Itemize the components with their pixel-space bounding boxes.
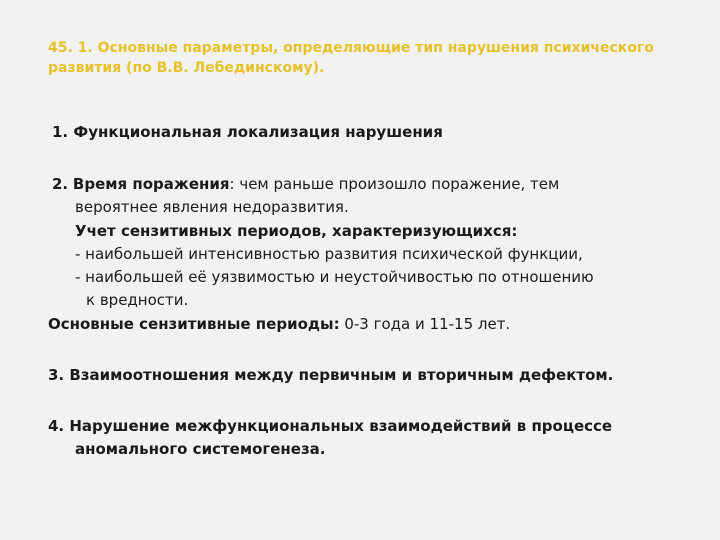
- item-2-bullet-2-line-1: - наибольшей её уязвимостью и неустойчивостью по отношению: [75, 268, 594, 286]
- title-line-1: 45. 1. Основные параметры, определяющие тип нарушения психического: [48, 40, 654, 56]
- slide-title: [48, 38, 658, 78]
- item-1-text: Функциональная локализация нарушения: [73, 123, 443, 141]
- item-2-label: Время поражения: [72, 175, 230, 193]
- item-4-line-2: аномального системогенеза.: [75, 440, 326, 458]
- title-line-2: развития (по В.В. Лебединскому).: [48, 60, 325, 76]
- item-2-text-1: : чем раньше произошло поражение, тем: [229, 175, 560, 193]
- sensitive-periods-label: Основные сензитивные периоды:: [48, 315, 340, 333]
- item-3: 3. Взаимоотношения между первичным и вторичным дефектом.: [48, 366, 614, 384]
- item-4-line-1: 4. Нарушение межфункциональных взаимодействий в процессе: [48, 417, 613, 435]
- item-2-number: 2.: [52, 175, 69, 193]
- item-2-bullet-1: - наибольшей интенсивностью развития психической функции,: [75, 245, 583, 263]
- item-2-text-2: вероятнее явления недоразвития.: [75, 198, 349, 216]
- item-1: [52, 122, 443, 143]
- item-2-line-1: [52, 174, 559, 195]
- item-2-subheading: Учет сензитивных периодов, характеризующихся:: [75, 222, 518, 240]
- sensitive-periods-value: 0-3 года и 11-15 лет.: [339, 315, 511, 333]
- sensitive-periods: [48, 314, 510, 335]
- item-1-number: 1.: [52, 123, 69, 141]
- item-2-bullet-2-line-2: к вредности.: [86, 291, 189, 309]
